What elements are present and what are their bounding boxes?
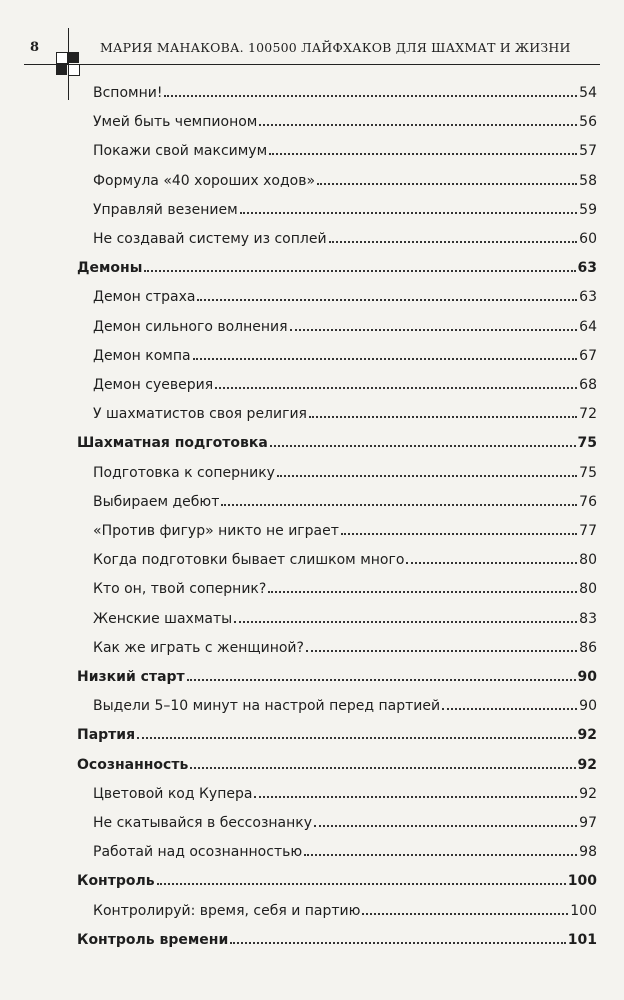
toc-dot-leader	[197, 286, 577, 301]
toc-entry	[93, 316, 597, 336]
toc-section-entry	[77, 870, 597, 890]
toc-entry-page: 100	[570, 902, 597, 919]
toc-dot-leader	[164, 82, 577, 97]
toc-entry-page: 98	[579, 844, 597, 861]
toc-entry	[93, 286, 597, 306]
toc-entry	[93, 403, 597, 423]
toc-entry-title: Покажи свой максимум	[93, 143, 268, 160]
toc-dot-leader	[268, 578, 577, 593]
toc-section-entry	[77, 724, 597, 744]
toc-section-entry	[77, 257, 597, 277]
toc-entry-page: 83	[579, 610, 597, 627]
toc-dot-leader	[230, 929, 566, 944]
toc-dot-leader	[341, 520, 577, 535]
toc-entry-page: 59	[579, 201, 597, 218]
toc-entry-page: 58	[579, 172, 597, 189]
toc-entry-page: 90	[579, 698, 597, 715]
toc-dot-leader	[144, 257, 575, 272]
toc-entry	[93, 841, 597, 861]
toc-entry-title: Контроль	[77, 873, 155, 890]
toc-entry-page: 77	[579, 523, 597, 539]
toc-entry	[93, 345, 597, 365]
running-title: МАРИЯ МАНАКОВА. 100500 ЛАЙФХАКОВ ДЛЯ ШАХМАТ И ЖИЗНИ	[100, 40, 571, 55]
toc-entry	[93, 695, 597, 715]
toc-entry	[93, 900, 597, 920]
toc-dot-leader	[306, 637, 577, 652]
toc-entry	[93, 812, 597, 832]
toc-entry-page: 72	[579, 406, 597, 423]
toc-entry	[93, 783, 597, 803]
toc-entry-title: Управляй везением	[93, 201, 238, 218]
toc-dot-leader	[290, 316, 578, 331]
toc-dot-leader	[234, 608, 577, 623]
toc-section-entry	[77, 666, 597, 686]
toc-entry-page: 100	[567, 873, 597, 890]
toc-entry	[93, 199, 597, 219]
toc-entry-title: Демон страха	[93, 289, 196, 306]
toc-dot-leader	[193, 345, 578, 360]
toc-entry	[93, 549, 597, 569]
toc-entry-title: Контролируй: время, себя и партию	[93, 902, 361, 919]
toc-section-entry	[77, 929, 597, 949]
toc-dot-leader	[277, 462, 577, 477]
toc-entry-title: Демон компа	[93, 347, 191, 364]
toc-entry	[93, 637, 597, 657]
toc-entry-title: «Против фигур» никто не играет	[93, 523, 339, 539]
toc-entry	[93, 111, 597, 131]
toc-entry	[93, 374, 597, 394]
toc-entry-page: 67	[579, 347, 597, 364]
toc-entry-page: 92	[577, 756, 597, 773]
toc-entry-page: 64	[579, 318, 597, 335]
toc-entry	[93, 608, 597, 628]
toc-entry-title: Низкий старт	[77, 669, 185, 685]
toc-entry-title: Партия	[77, 727, 136, 744]
toc-entry-page: 54	[579, 85, 597, 101]
toc-entry-page: 75	[579, 464, 597, 481]
toc-entry-page: 80	[579, 552, 597, 569]
header-rule	[24, 64, 600, 65]
toc-entry	[93, 228, 597, 248]
toc-entry-title: Демон суеверия	[93, 377, 214, 393]
toc-entry	[93, 170, 597, 190]
toc-dot-leader	[442, 695, 577, 710]
toc-dot-leader	[215, 374, 577, 389]
toc-entry-title: Цветовой код Купера	[93, 785, 253, 802]
toc-entry-title: Выдели 5–10 минут на настрой перед партией	[93, 698, 441, 715]
toc-entry-title: Когда подготовки бывает слишком много	[93, 552, 405, 569]
toc-dot-leader	[329, 228, 578, 243]
toc-entry-page: 90	[577, 669, 597, 685]
toc-entry-title: Кто он, твой соперник?	[93, 581, 267, 598]
toc-entry	[93, 140, 597, 160]
toc-entry-title: Шахматная подготовка	[77, 435, 268, 452]
toc-entry-title: Контроль времени	[77, 931, 229, 948]
toc-entry-title: Как же играть с женщиной?	[93, 639, 304, 656]
toc-entry-title: Формула «40 хороших ходов»	[93, 172, 316, 189]
toc-entry-title: Умей быть чемпионом	[93, 114, 258, 131]
toc-dot-leader	[317, 170, 577, 185]
toc-entry-title: Осознанность	[77, 756, 189, 773]
toc-entry-page: 60	[579, 231, 597, 247]
toc-entry-page: 76	[579, 493, 597, 510]
toc-entry-page: 80	[579, 581, 597, 598]
toc-section-entry	[77, 432, 597, 452]
page-header	[0, 0, 624, 80]
toc-dot-leader	[304, 841, 577, 856]
toc-dot-leader	[240, 199, 578, 214]
page-number: 8	[30, 40, 40, 55]
toc-entry-page: 68	[579, 377, 597, 393]
toc-entry-page: 75	[577, 435, 597, 452]
toc-dot-leader	[221, 491, 577, 506]
toc-dot-leader	[362, 900, 568, 915]
toc-entry-title: Женские шахматы	[93, 610, 233, 627]
toc-entry-page: 63	[579, 289, 597, 306]
toc-dot-leader	[190, 754, 575, 769]
toc-entry-title: Не создавай систему из соплей	[93, 231, 327, 247]
toc-entry-title: Подготовка к сопернику	[93, 464, 275, 481]
toc-dot-leader	[314, 812, 577, 827]
toc-entry	[93, 82, 597, 102]
toc-dot-leader	[309, 403, 577, 418]
toc-dot-leader	[137, 724, 575, 739]
toc-entry-title: Демоны	[77, 260, 143, 277]
toc-dot-leader	[157, 870, 566, 885]
toc-dot-leader	[406, 549, 577, 564]
toc-entry	[93, 462, 597, 482]
toc-entry-title: Работай над осознанностью	[93, 844, 303, 861]
toc-entry	[93, 520, 597, 540]
toc-entry-title: Не скатывайся в бессознанку	[93, 815, 313, 831]
toc-entry-title: Демон сильного волнения	[93, 318, 288, 335]
toc-dot-leader	[269, 140, 577, 155]
toc-entry-page: 86	[579, 639, 597, 656]
toc-entry	[93, 491, 597, 511]
toc-entry-page: 92	[579, 785, 597, 802]
toc-entry-page: 56	[579, 114, 597, 131]
toc-entry	[93, 578, 597, 598]
toc-entry-title: Вспомни!	[93, 85, 163, 101]
toc-section-entry	[77, 754, 597, 774]
toc-entry-page: 101	[567, 931, 597, 948]
toc-entry-page: 57	[579, 143, 597, 160]
toc-entry-page: 63	[577, 260, 597, 277]
toc-dot-leader	[187, 666, 576, 681]
toc-entry-title: Выбираем дебют	[93, 493, 220, 510]
toc-entry-page: 97	[579, 815, 597, 831]
toc-dot-leader	[254, 783, 577, 798]
toc-dot-leader	[259, 111, 577, 126]
toc-dot-leader	[270, 432, 576, 447]
toc-entry-page: 92	[577, 727, 597, 744]
toc-entry-title: У шахматистов своя религия	[93, 406, 307, 423]
